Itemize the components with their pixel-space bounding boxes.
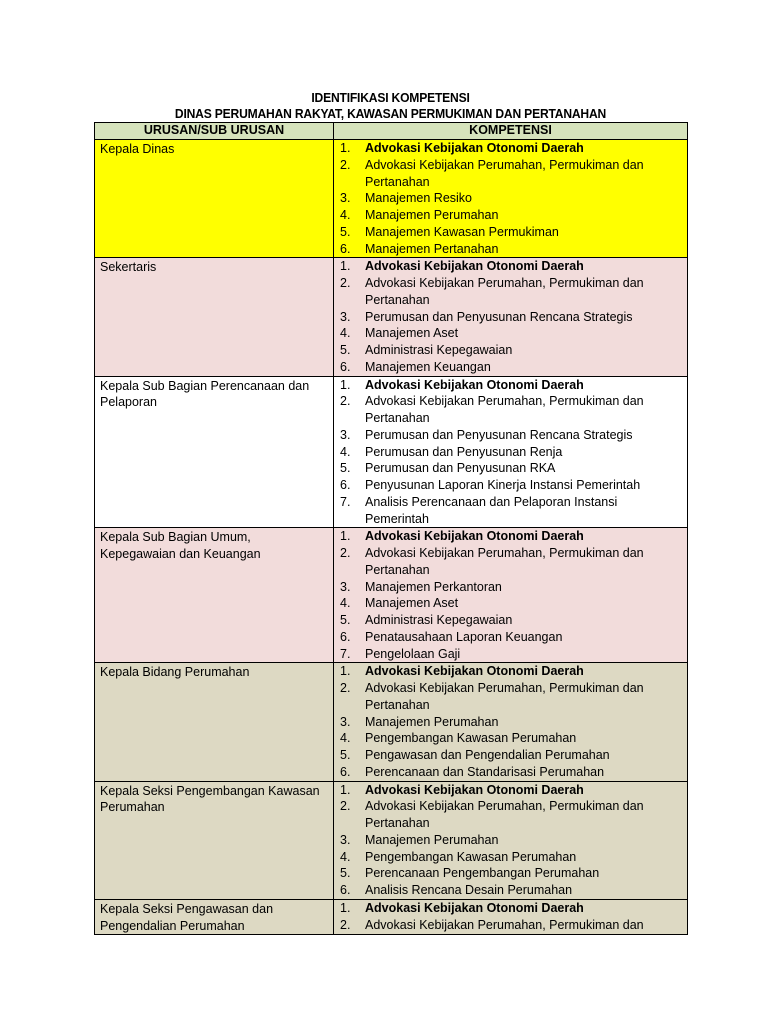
competency-list <box>334 377 687 528</box>
competency-item <box>334 595 687 612</box>
item-number: 5. <box>340 224 351 239</box>
competency-cell <box>334 899 688 935</box>
item-number: 4. <box>340 326 351 341</box>
item-number: 4. <box>340 731 351 746</box>
competency-list <box>334 782 687 899</box>
item-number: 1. <box>340 900 351 915</box>
item-number: 4. <box>340 208 351 222</box>
competency-item <box>334 427 687 444</box>
item-text: Advokasi Kebijakan Perumahan, Permukiman dan Pertanahan <box>365 681 644 712</box>
item-text: Advokasi Kebijakan Perumahan, Permukiman dan Pertanahan <box>365 799 644 830</box>
item-number: 3. <box>340 579 351 594</box>
competency-item <box>334 900 687 917</box>
item-text: Manajemen Perkantoran <box>365 579 502 594</box>
competency-item <box>334 528 687 545</box>
competency-list <box>334 663 687 780</box>
item-text: Perencanaan Pengembangan Perumahan <box>365 866 600 881</box>
item-text: Manajemen Perumahan <box>365 714 499 729</box>
item-number: 1. <box>340 377 351 392</box>
item-text: Administrasi Kepegawaian <box>365 613 513 627</box>
item-number: 7. <box>340 494 351 509</box>
item-text: Advokasi Kebijakan Otonomi Daerah <box>365 259 584 274</box>
item-text: Pengelolaan Gaji <box>365 646 461 661</box>
competency-cell <box>334 663 688 781</box>
item-text: Penyusunan Laporan Kinerja Instansi Pemerintah <box>365 478 641 492</box>
item-number: 3. <box>340 427 351 442</box>
item-text: Pengembangan Kawasan Perumahan <box>365 731 577 746</box>
competency-item <box>334 444 687 461</box>
item-text: Perumusan dan Penyusunan Rencana Strategis <box>365 309 633 324</box>
item-text: Manajemen Aset <box>365 326 459 341</box>
competency-item <box>334 275 687 309</box>
unit-cell: Kepala Seksi Pengembangan Kawasan Perumahan <box>95 781 334 899</box>
item-number: 5. <box>340 461 351 476</box>
unit-cell: Kepala Bidang Perumahan <box>95 663 334 781</box>
item-text: Manajemen Resiko <box>365 191 472 206</box>
item-number: 2. <box>340 681 351 695</box>
item-text: Pengawasan dan Pengendalian Perumahan <box>365 748 610 762</box>
item-text: Analisis Perencanaan dan Pelaporan Instansi Pemerintah <box>365 494 618 526</box>
item-number: 3. <box>340 309 351 324</box>
item-number: 1. <box>340 529 351 544</box>
competency-item <box>334 663 687 680</box>
unit-cell: Kepala Seksi Pengawasan dan Pengendalian Perumahan <box>95 899 334 935</box>
item-text: Perencanaan dan Standarisasi Perumahan <box>365 764 605 779</box>
competency-item <box>334 359 687 376</box>
item-text: Manajemen Keuangan <box>365 359 491 374</box>
item-text: Perumusan dan Penyusunan RKA <box>365 461 556 476</box>
item-number: 2. <box>340 546 351 560</box>
item-number: 5. <box>340 748 351 762</box>
item-text: Advokasi Kebijakan Otonomi Daerah <box>365 529 584 544</box>
item-number: 6. <box>340 764 351 779</box>
competency-item <box>334 140 687 157</box>
competency-item <box>334 730 687 747</box>
document-title: IDENTIFIKASI KOMPETENSI <box>311 90 470 105</box>
competency-item <box>334 190 687 207</box>
competency-item <box>334 714 687 731</box>
item-text: Advokasi Kebijakan Otonomi Daerah <box>365 377 584 392</box>
competency-item <box>334 241 687 258</box>
item-number: 3. <box>340 832 351 847</box>
item-number: 3. <box>340 714 351 729</box>
item-number: 3. <box>340 191 351 206</box>
competency-item <box>334 579 687 596</box>
competency-item <box>334 460 687 477</box>
competency-list <box>334 258 687 375</box>
competency-item <box>334 393 687 427</box>
competency-item <box>334 258 687 275</box>
item-text: Perumusan dan Penyusunan Rencana Strategis <box>365 427 633 442</box>
item-text: Advokasi Kebijakan Perumahan, Permukiman dan Pertanahan <box>365 157 644 189</box>
competency-item <box>334 882 687 899</box>
title-block <box>94 90 687 122</box>
table-row <box>95 376 688 528</box>
competency-item <box>334 309 687 326</box>
item-number: 2. <box>340 394 351 409</box>
competency-item <box>334 342 687 359</box>
competency-cell <box>334 258 688 376</box>
item-number: 1. <box>340 141 351 155</box>
competency-cell <box>334 528 688 663</box>
table-body <box>95 140 688 935</box>
competency-item <box>334 207 687 224</box>
competency-item <box>334 747 687 764</box>
unit-cell: Kepala Sub Bagian Umum, Kepegawaian dan Keuangan <box>95 528 334 663</box>
unit-cell: Kepala Dinas <box>95 140 334 258</box>
item-number: 1. <box>340 664 351 679</box>
item-text: Advokasi Kebijakan Perumahan, Permukiman dan Pertanahan <box>365 276 644 307</box>
competency-item <box>334 865 687 882</box>
header-urusan: URUSAN/SUB URUSAN <box>95 123 334 140</box>
item-text: Advokasi Kebijakan Otonomi Daerah <box>365 141 584 155</box>
competency-item <box>334 157 687 191</box>
item-number: 5. <box>340 866 351 881</box>
item-number: 5. <box>340 613 351 627</box>
competency-item <box>334 494 687 528</box>
item-text: Manajemen Perumahan <box>365 832 499 847</box>
item-text: Penatausahaan Laporan Keuangan <box>365 629 563 644</box>
competency-item <box>334 782 687 799</box>
item-number: 1. <box>340 259 351 274</box>
item-number: 2. <box>340 157 351 172</box>
table-row <box>95 528 688 663</box>
competency-cell <box>334 781 688 899</box>
item-number: 6. <box>340 629 351 644</box>
item-text: Pengembangan Kawasan Perumahan <box>365 849 577 864</box>
competency-item <box>334 325 687 342</box>
competency-item <box>334 545 687 579</box>
item-number: 2. <box>340 917 351 932</box>
competency-cell <box>334 376 688 528</box>
table-row <box>95 781 688 899</box>
item-text: Manajemen Aset <box>365 596 459 611</box>
item-number: 4. <box>340 444 351 459</box>
competency-item <box>334 917 687 934</box>
item-text: Perumusan dan Penyusunan Renja <box>365 444 563 459</box>
item-number: 1. <box>340 782 351 797</box>
table-row <box>95 258 688 376</box>
item-number: 6. <box>340 241 351 256</box>
item-number: 4. <box>340 849 351 864</box>
table-header-row <box>95 123 688 140</box>
item-text: Advokasi Kebijakan Otonomi Daerah <box>365 782 584 797</box>
document-subtitle: DINAS PERUMAHAN RAKYAT, KAWASAN PERMUKIMAN DAN PERTANAHAN <box>174 106 607 121</box>
competency-list <box>334 900 687 934</box>
competency-item <box>334 612 687 629</box>
table-row <box>95 899 688 935</box>
competency-list <box>334 528 687 662</box>
table-row <box>95 663 688 781</box>
item-text: Advokasi Kebijakan Perumahan, Permukiman dan <box>365 917 644 932</box>
competency-list <box>334 140 687 257</box>
item-text: Manajemen Kawasan Permukiman <box>365 224 559 239</box>
item-number: 6. <box>340 478 351 492</box>
competency-item <box>334 629 687 646</box>
unit-cell: Sekertaris <box>95 258 334 376</box>
item-text: Administrasi Kepegawaian <box>365 343 513 357</box>
item-number: 2. <box>340 799 351 814</box>
item-number: 4. <box>340 596 351 611</box>
competency-item <box>334 477 687 494</box>
competency-table <box>94 122 688 935</box>
competency-cell <box>334 140 688 258</box>
competency-item <box>334 764 687 781</box>
competency-item <box>334 224 687 241</box>
competency-item <box>334 849 687 866</box>
item-text: Manajemen Perumahan <box>365 208 499 222</box>
competency-item <box>334 832 687 849</box>
item-number: 2. <box>340 276 351 290</box>
table-row <box>95 140 688 258</box>
competency-item <box>334 377 687 394</box>
item-text: Manajemen Pertanahan <box>365 241 499 256</box>
item-text: Advokasi Kebijakan Perumahan, Permukiman dan Pertanahan <box>365 394 644 425</box>
item-text: Advokasi Kebijakan Otonomi Daerah <box>365 900 584 915</box>
header-kompetensi: KOMPETENSI <box>334 123 688 140</box>
competency-item <box>334 680 687 714</box>
item-number: 6. <box>340 359 351 374</box>
item-text: Advokasi Kebijakan Perumahan, Permukiman dan Pertanahan <box>365 546 644 577</box>
item-number: 7. <box>340 646 351 661</box>
item-number: 5. <box>340 343 351 357</box>
item-text: Analisis Rencana Desain Perumahan <box>365 883 573 897</box>
unit-cell: Kepala Sub Bagian Perencanaan dan Pelaporan <box>95 376 334 528</box>
competency-item <box>334 646 687 663</box>
item-number: 6. <box>340 883 351 897</box>
item-text: Advokasi Kebijakan Otonomi Daerah <box>365 664 584 679</box>
competency-item <box>334 798 687 832</box>
